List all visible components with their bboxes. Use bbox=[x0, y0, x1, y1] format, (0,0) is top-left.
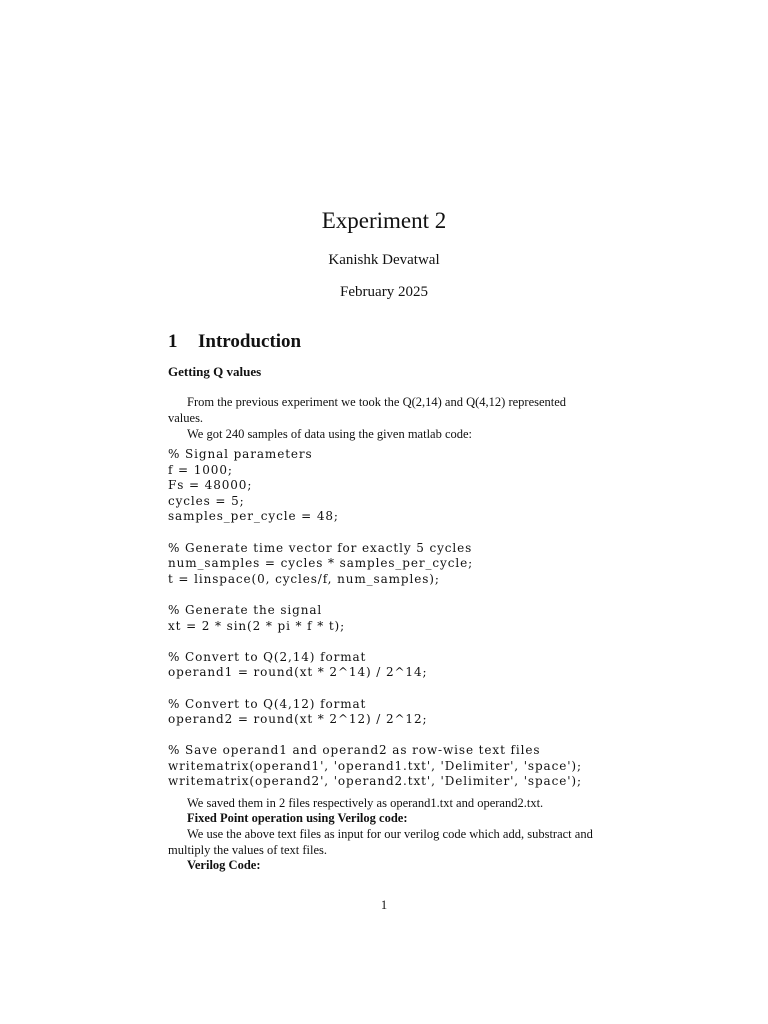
code-line: % Generate the signal bbox=[168, 602, 323, 617]
matlab-code-block bbox=[168, 447, 628, 790]
code-line: % Convert to Q(4,12) format bbox=[168, 696, 367, 711]
code-line: % Convert to Q(2,14) format bbox=[168, 649, 367, 664]
code-line: f = 1000; bbox=[168, 462, 233, 477]
section-heading bbox=[168, 330, 301, 354]
page-number: 1 bbox=[380, 898, 388, 912]
code-line: t = linspace(0, cycles/f, num_samples); bbox=[168, 571, 440, 586]
document-author: Kanishk Devatwal bbox=[328, 252, 440, 268]
code-line: num_samples = cycles * samples_per_cycle; bbox=[168, 556, 474, 571]
heading-fixed-point: Fixed Point operation using Verilog code: bbox=[187, 811, 408, 825]
code-line: cycles = 5; bbox=[168, 493, 245, 508]
code-line bbox=[168, 728, 628, 744]
paragraph-verilog-input: We use the above text files as input for our verilog code which add, substract and multiply the values of text files. bbox=[168, 827, 593, 857]
code-line: samples_per_cycle = 48; bbox=[168, 509, 339, 524]
code-line bbox=[168, 587, 628, 603]
code-line: % Generate time vector for exactly 5 cycles bbox=[168, 540, 473, 555]
code-line: xt = 2 * sin(2 * pi * f * t); bbox=[168, 618, 346, 633]
code-line bbox=[168, 681, 628, 697]
paragraph-previous-experiment: From the previous experiment we took the Q(2,14) and Q(4,12) represented values. bbox=[168, 395, 567, 425]
document-date: February 2025 bbox=[340, 284, 428, 300]
heading-verilog-code: Verilog Code: bbox=[187, 858, 261, 872]
code-line bbox=[168, 634, 628, 650]
section-title: Introduction bbox=[198, 331, 302, 352]
code-line bbox=[168, 525, 628, 541]
code-line: writematrix(operand2', 'operand2.txt', 'Delimiter', 'space'); bbox=[168, 774, 582, 789]
code-line: Fs = 48000; bbox=[168, 478, 253, 493]
code-line: % Signal parameters bbox=[168, 447, 313, 461]
section-number: 1 bbox=[168, 331, 178, 352]
paragraph-saved-files: We saved them in 2 files respectively as operand1.txt and operand2.txt. bbox=[187, 796, 544, 810]
code-line: writematrix(operand1', 'operand1.txt', 'Delimiter', 'space'); bbox=[168, 758, 582, 773]
code-line: operand2 = round(xt * 2^12) / 2^12; bbox=[168, 712, 428, 727]
code-line: operand1 = round(xt * 2^14) / 2^14; bbox=[168, 665, 428, 680]
subsection-heading: Getting Q values bbox=[168, 364, 262, 379]
code-line: % Save operand1 and operand2 as row-wise text files bbox=[168, 743, 541, 758]
paragraph-samples: We got 240 samples of data using the given matlab code: bbox=[187, 427, 473, 441]
document-title: Experiment 2 bbox=[321, 208, 447, 233]
